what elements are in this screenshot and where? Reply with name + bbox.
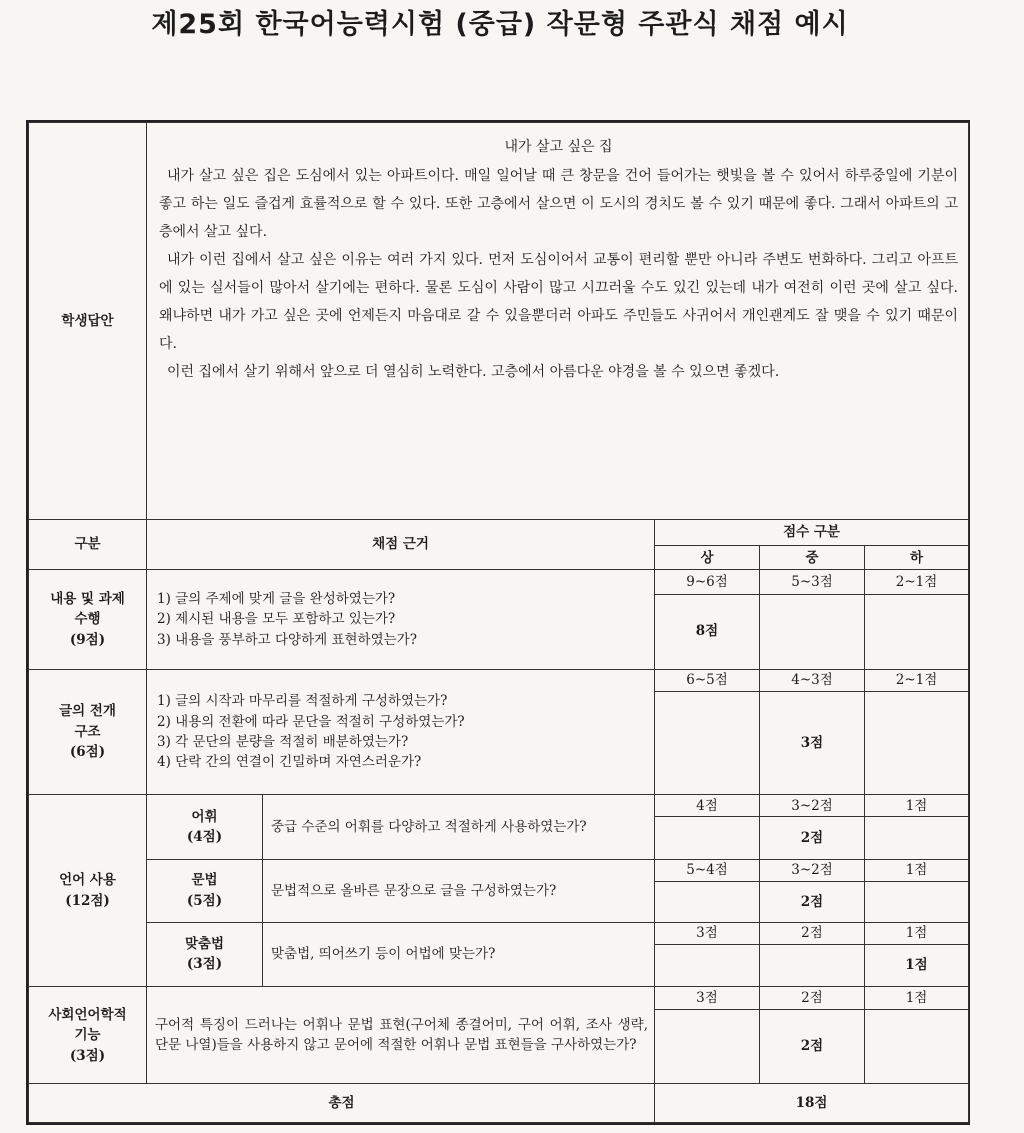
socio-label: 사회언어학적 기능 (3점) [29,987,147,1084]
band-mid: 3~2점 [760,795,865,817]
header-low: 하 [865,546,969,570]
band-low: 1점 [865,859,969,881]
empty-cell [760,944,865,987]
empty-cell [655,882,760,922]
header-mid: 중 [760,546,865,570]
band-high: 6~5점 [655,669,760,691]
header-score-division: 점수 구분 [655,519,969,545]
answer-paragraph: 내가 이런 집에서 살고 싶은 이유는 여러 가지 있다. 먼저 도심이어서 교통이 편리할 뿐만 아니라 주변도 번화하다. 그리고 아프트에 있는 실서들이 많아서 살기에는 편하다. 물론 도심이 사람이 많고 시끄러울 수도 있긴 있는데 내가 여전히 이런 곳에 살고 싶다. 왜냐하면 내가 가고 싶은 곳에 언제든지 마음대로 갈 수 있을뿐더러 아파도 주민들도 사귀어서 개인괜계도 잘 맺을 수 있기 때문이다. [159,252,959,352]
structure-label: 글의 전개 구조 (6점) [29,669,147,795]
empty-cell [655,691,760,794]
band-mid: 3~2점 [760,859,865,881]
band-low: 2~1점 [865,570,969,594]
band-high: 4점 [655,795,760,817]
spelling-given-score: 1점 [865,944,969,987]
socio-band-row [29,987,969,1009]
grading-sheet [26,120,970,1125]
page-title: 제25회 한국어능력시험 (중급) 작문형 주관식 채점 예시 [151,9,849,40]
empty-cell [865,594,969,669]
total-row [29,1084,969,1123]
spelling-label: 맞춤법 (3점) [147,922,263,987]
socio-given-score: 2점 [760,1009,865,1084]
answer-content [147,123,969,520]
header-category: 구분 [29,519,147,570]
band-mid: 2점 [760,922,865,944]
total-value: 18점 [655,1084,969,1123]
grammar-label: 문법 (5점) [147,859,263,922]
structure-given-score: 3점 [760,691,865,794]
empty-cell [655,1009,760,1084]
band-high: 3점 [655,987,760,1009]
empty-cell [865,1009,969,1084]
empty-cell [865,691,969,794]
answer-paragraph: 내가 살고 싶은 집은 도심에서 있는 아파트이다. 매일 일어날 때 큰 창문을 건어 들어가는 햇빛을 볼 수 있어서 하루중일에 기분이 좋고 하는 일도 즐겁게 효률적으로 할 수 있다. 또한 고층에서 살으면 이 도시의 경치도 볼 수 있기 때문에 좋다. 그래서 아파트의 고층에서 살고 싶다. [159,168,959,240]
content-label: 내용 및 과제 수행 (9점) [29,570,147,669]
empty-cell [760,594,865,669]
spelling-criterion: 맞춤법, 띄어쓰기 등이 어법에 맞는가? [263,922,655,987]
grammar-given-score: 2점 [760,882,865,922]
band-low: 1점 [865,987,969,1009]
band-high: 3점 [655,922,760,944]
band-high: 5~4점 [655,859,760,881]
vocab-label: 어휘 (4점) [147,795,263,860]
vocab-criterion: 중급 수준의 어휘를 다양하고 적절하게 사용하였는가? [263,795,655,860]
answer-row [29,123,969,520]
band-high: 9~6점 [655,570,760,594]
band-low: 2~1점 [865,669,969,691]
spelling-band-row [29,922,969,944]
answer-label: 학생답안 [29,123,147,520]
answer-heading: 내가 살고 싶은 집 [504,139,613,155]
grammar-band-row [29,859,969,881]
content-criteria: 1) 글의 주제에 맞게 글을 완성하였는가? 2) 제시된 내용을 모두 포함하고 있는가? 3) 내용을 풍부하고 다양하게 표현하였는가? [147,570,655,669]
empty-cell [655,817,760,860]
content-given-score: 8점 [655,594,760,669]
band-low: 1점 [865,795,969,817]
header-row [29,519,969,545]
vocab-given-score: 2점 [760,817,865,860]
socio-criterion: 구어적 특징이 드러나는 어휘나 문법 표현(구어체 종결어미, 구어 어휘, 조사 생략, 단문 나열)들을 사용하지 않고 문어에 적절한 어휘나 문법 표현들을 구사하였는가? [147,987,655,1084]
band-low: 1점 [865,922,969,944]
answer-paragraph: 이런 집에서 살기 위해서 앞으로 더 열심히 노력한다. 고층에서 아름다운 야경을 볼 수 있으면 좋겠다. [167,364,780,380]
structure-band-row [29,669,969,691]
empty-cell [865,882,969,922]
total-label: 총점 [29,1084,655,1123]
band-mid: 5~3점 [760,570,865,594]
grammar-criterion: 문법적으로 올바른 문장으로 글을 구성하였는가? [263,859,655,922]
content-band-row [29,570,969,594]
structure-criteria: 1) 글의 시작과 마무리를 적절하게 구성하였는가? 2) 내용의 전환에 따라 문단을 적절히 구성하였는가? 3) 각 문단의 분량을 적절히 배분하였는가? 4) 단락 간의 연결이 긴밀하며 자연스러운가? [147,669,655,795]
header-high: 상 [655,546,760,570]
header-basis: 채점 근거 [147,519,655,570]
vocab-band-row [29,795,969,817]
band-mid: 2점 [760,987,865,1009]
empty-cell [865,817,969,860]
band-mid: 4~3점 [760,669,865,691]
empty-cell [655,944,760,987]
language-label: 언어 사용 (12점) [29,795,147,987]
grading-table [28,122,969,1123]
